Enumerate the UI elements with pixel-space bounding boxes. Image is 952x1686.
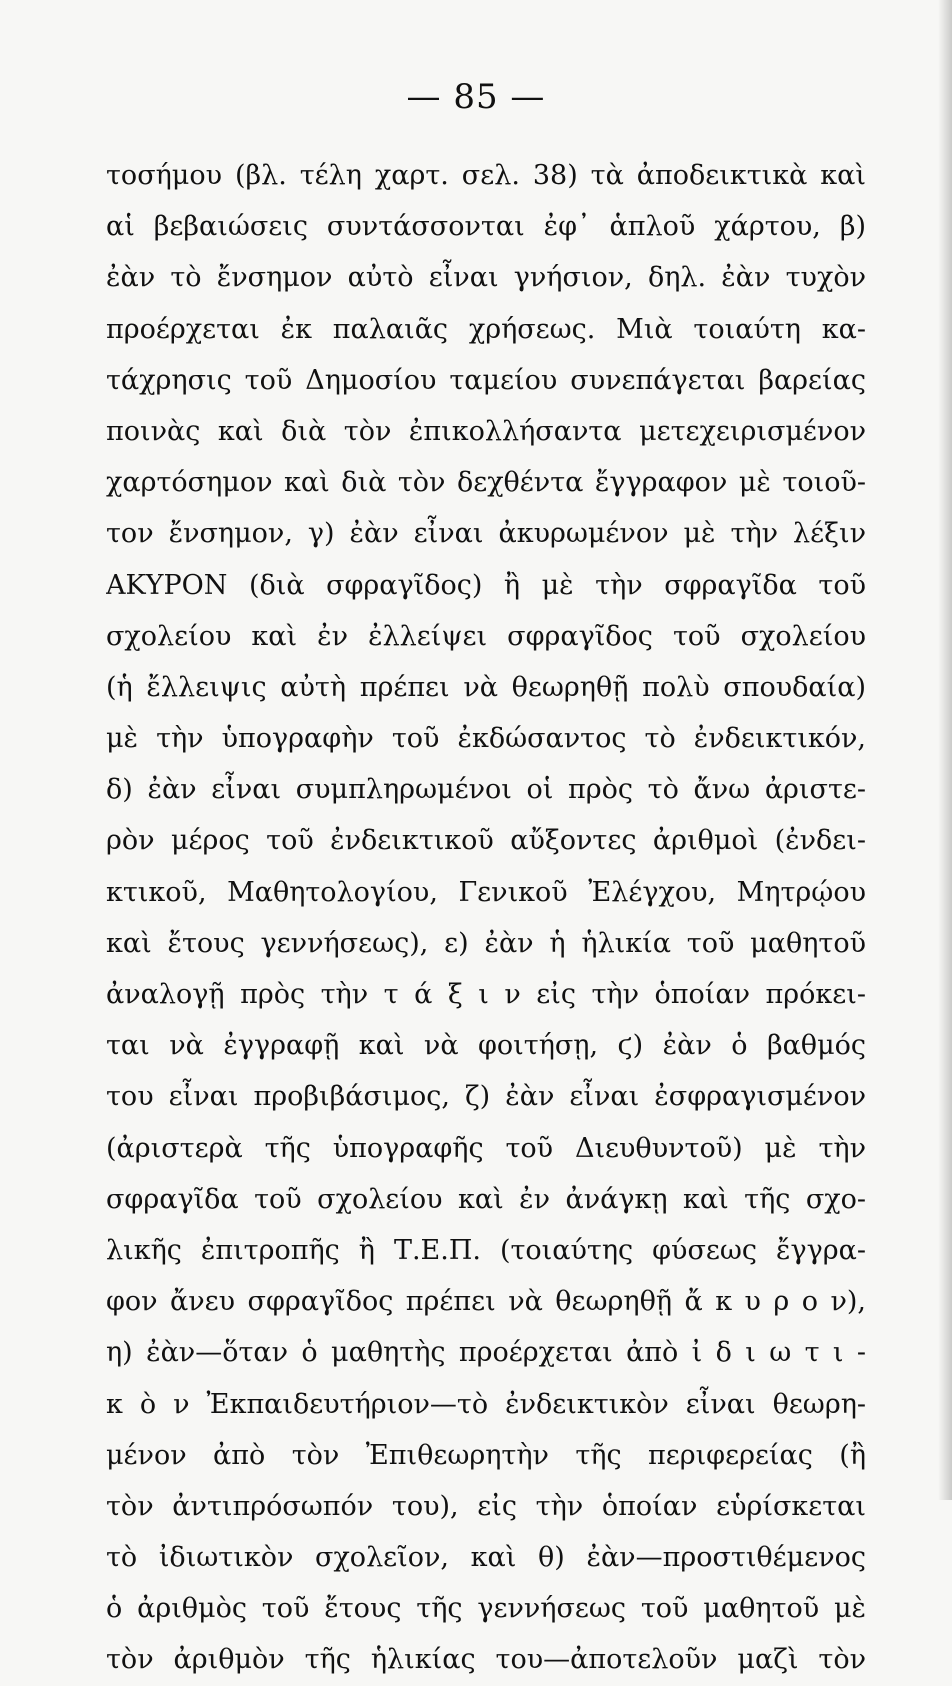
text-line: ΑΚΥΡΟΝ (διὰ σφραγῖδος) ἢ μὲ τὴν σφραγῖδα τοῦ: [106, 569, 866, 601]
page-edge-shadow: [938, 0, 952, 1500]
text-line: χαρτόσημον καὶ διὰ τὸν δεχθέντα ἔγγραφον μὲ τοιοῦ-: [106, 467, 866, 499]
text-line: (ἀριστερὰ τῆς ὑπογραφῆς τοῦ Διευθυντοῦ) μὲ τὴν: [106, 1132, 866, 1164]
text-line: σχολείου καὶ ἐν ἐλλείψει σφραγῖδος τοῦ σχολείου: [106, 620, 866, 652]
text-line: του εἶναι προβιβάσιμος, ζ) ἐὰν εἶναι ἐσφραγισμένον: [106, 1081, 866, 1113]
text-line: ἀναλογῇ πρὸς τὴν τ ά ξ ι ν εἰς τὴν ὁποίαν πρόκει-: [106, 979, 866, 1010]
text-line: δ) ἐὰν εἶναι συμπληρωμένοι οἱ πρὸς τὸ ἄνω ἀριστε-: [106, 774, 866, 806]
text-line: τοσήμου (βλ. τέλη χαρτ. σελ. 38) τὰ ἀποδεικτικὰ καὶ: [106, 160, 866, 191]
text-line: ποινὰς καὶ διὰ τὸν ἐπικολλήσαντα μετεχειρισμένον: [106, 415, 866, 447]
text-line: τὸν ἀντιπρόσωπόν του), εἰς τὴν ὁποίαν εὑρίσκεται: [106, 1490, 866, 1522]
text-line: ται νὰ ἐγγραφῇ καὶ νὰ φοιτήσῃ, ϛ) ἐὰν ὁ βαθμός: [106, 1030, 866, 1062]
text-line: τὸ ἰδιωτικὸν σχολεῖον, καὶ θ) ἐὰν—προστιθέμενος: [106, 1542, 866, 1574]
text-line: τον ἔνσημον, γ) ἐὰν εἶναι ἀκυρωμένον μὲ τὴν λέξιν: [106, 518, 866, 550]
page-number: — 85 —: [406, 77, 546, 117]
text-line: (ἡ ἔλλειψις αὐτὴ πρέπει νὰ θεωρηθῇ πολὺ σπουδαία): [106, 671, 866, 703]
text-line: καὶ ἔτους γεννήσεως), ε) ἐὰν ἡ ἡλικία τοῦ μαθητοῦ: [106, 927, 866, 959]
body-text: [106, 150, 866, 1686]
text-line: τάχρησις τοῦ Δημοσίου ταμείου συνεπάγεται βαρείας: [106, 364, 866, 396]
text-line: ρὸν μέρος τοῦ ἐνδεικτικοῦ αὔξοντες ἀριθμοὶ (ἐνδει-: [106, 825, 866, 857]
text-line: τὸν ἀριθμὸν τῆς ἡλικίας του—ἀποτελοῦν μαζὶ τὸν: [106, 1644, 866, 1676]
text-line: σφραγῖδα τοῦ σχολείου καὶ ἐν ἀνάγκῃ καὶ τῆς σχο-: [106, 1183, 866, 1215]
text-line: κτικοῦ, Μαθητολογίου, Γενικοῦ Ἐλέγχου, Μητρῴου: [106, 876, 866, 908]
text-line: φον ἄνευ σφραγῖδος πρέπει νὰ θεωρηθῇ ἄ κ υ ρ ο ν),: [106, 1286, 866, 1318]
text-line: μένον ἀπὸ τὸν Ἐπιθεωρητὴν τῆς περιφερείας (ἢ: [106, 1439, 866, 1471]
text-line: η) ἐὰν—ὅταν ὁ μαθητὴς προέρχεται ἀπὸ ἰ δ ι ω τ ι -: [106, 1337, 866, 1369]
text-line: μὲ τὴν ὑπογραφὴν τοῦ ἐκδώσαντος τὸ ἐνδεικτικόν,: [106, 723, 866, 755]
text-line: λικῆς ἐπιτροπῆς ἢ Τ.Ε.Π. (τοιαύτης φύσεως ἔγγρα-: [106, 1234, 866, 1266]
text-line: κ ὸ ν Ἐκπαιδευτήριον—τὸ ἐνδεικτικὸν εἶναι θεωρη-: [106, 1388, 866, 1420]
text-line: αἱ βεβαιώσεις συντάσσονται ἐφ᾽ ἁπλοῦ χάρτου, β): [106, 211, 866, 243]
text-line: προέρχεται ἐκ παλαιᾶς χρήσεως. Μιὰ τοιαύτη κα-: [106, 313, 866, 345]
text-line: ὁ ἀριθμὸς τοῦ ἔτους τῆς γεννήσεως τοῦ μαθητοῦ μὲ: [106, 1593, 866, 1625]
text-line: ἐὰν τὸ ἔνσημον αὐτὸ εἶναι γνήσιον, δηλ. ἐὰν τυχὸν: [106, 262, 866, 294]
